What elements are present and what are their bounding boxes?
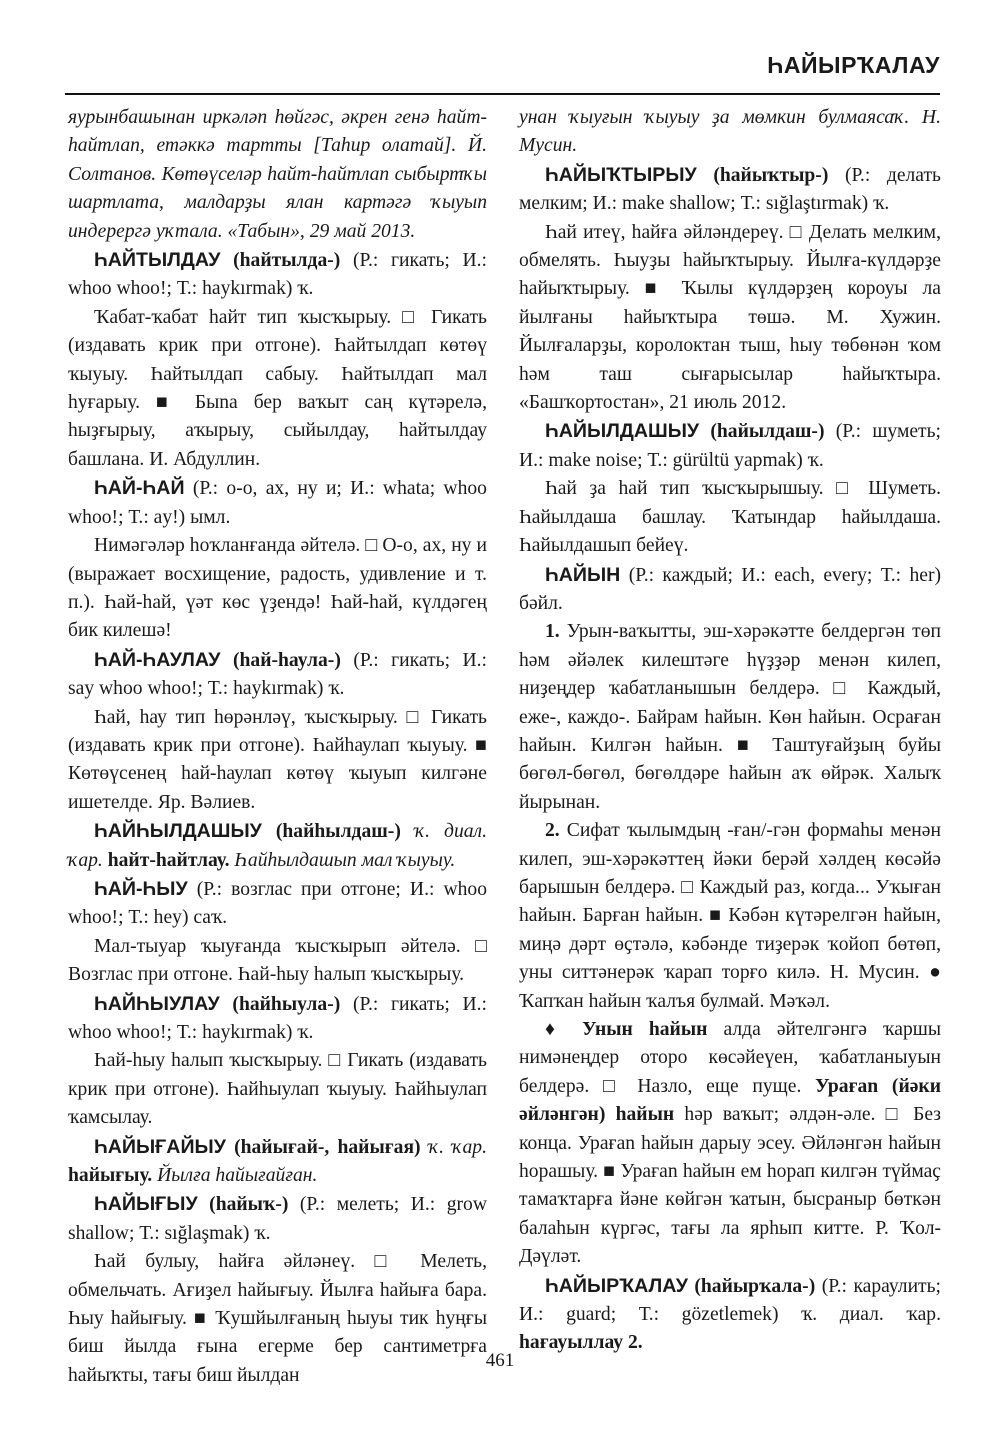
headword-form: (һайыҡтыр-) — [713, 164, 829, 186]
entry-haihyulau — [68, 990, 487, 1048]
headword-form: (һайығай-, һайығая) — [234, 1136, 421, 1158]
sense-1 — [519, 618, 941, 817]
definition-text: Һай ҙа һай тип ҡысҡырышыу. □ Шуметь. Һайылдаша башлау. Ҡатындар һайылдаша. Һайылдашып бейеү. — [519, 478, 941, 557]
translations: (Р.: гикать; И.: whoo whoo!; Т.: haykırmak) ҡ. — [68, 993, 488, 1043]
phrase-definition: һәр ваҡыт; әлдән-әле. □ Без конца. Урағаn һайын дарыу эсеу. Әйләнгән һайын һорашыу. ■ Урағаn һайын ем һорап килгән түймаҫ тамаҡтарға йәне көйгән ҡатын, бысраныp бөткән балаһын күргәс, тағы ла ярһып китте. Р. Ҡол-Дәүләт. — [519, 1104, 941, 1268]
entry-haiygyu — [68, 1190, 487, 1248]
translations: (Р.: возглас при отгоне; И.: whoo whoo!; Т.: hey) саҡ. — [68, 878, 487, 929]
entry-haiyktyryu — [519, 161, 941, 219]
headword-form: (һайыҡ-) — [209, 1194, 289, 1216]
headword: ҺАЙ-ҺАЙ — [94, 477, 185, 500]
headword: ҺАЙЫН — [545, 563, 621, 586]
sense-number: 2. — [545, 820, 560, 842]
entry-hai-hai — [68, 474, 487, 532]
running-head: ҺАЙЫРҠАЛАУ — [767, 52, 940, 78]
definition — [68, 532, 487, 646]
left-column — [68, 104, 487, 1390]
headword: ҺАЙЫҒАЙЫУ — [94, 1135, 226, 1158]
page-number: 461 — [485, 1350, 515, 1371]
cross-reference: һайығыу. — [68, 1165, 153, 1187]
headword: ҺАЙЫҒЫУ — [94, 1193, 198, 1216]
headword-form: (һайһыула-) — [232, 993, 341, 1015]
entry-text: яурынбашынан иркәләп һөйгәс, әкрен генә һайт-һайтлап, етәккә тартты [Таһир олатай]. Й. Солтанов. Көтөүселәр һайт-һайтлап сыбыртҡы шартлата, малдарҙы ялан картәгә ҡыуып индерергә уҡтала. «Табын», 29 май 2013. — [68, 107, 487, 242]
headword: ҺАЙ-ҺЫУ — [94, 877, 188, 900]
definition-text: Ҡабат-ҡабат һайт тип ҡысҡырыу. □ Гикать (издавать крик при отгоне). Һайтылдап көтөү ҡыуыу. Һайтылдап сабыу. Һайтылдап мал һуғарыу. ■ Быna бер ваҡыт саң күтәрелә, һыҙғырыу, аҡырыу, сыйылдау, һайтылдау башлана. И. Абдуллин. — [68, 306, 487, 470]
headword: ҺАЙЫҠТЫРЫУ — [545, 163, 697, 186]
definition-text: Нимәгәләр һоҡланғанда әйтелә. □ О-о, ах, ну и (выражает восхищение, радость, удивление и т. п.). Һай-һай, үәт көс үҙендә! Һай-һай, күлдәгең бик килешә! — [68, 535, 487, 642]
sense-number: 1. — [545, 621, 560, 643]
headword-form: (һайырҡала-) — [694, 1275, 816, 1297]
phraseology — [519, 1016, 941, 1272]
definition-text: Һай итеү, һайға әйләндереү. □ Делать мелким, обмелять. Һыуҙы һайыҡтырыу. Йылға-күлдәрҙе һайыҡтырыу. ■ Ҡылы күлдәрҙең короуы ла йылғаны һайыҡтыра төшә. М. Хужин. Йылғаларҙы, королоктан тыш, һыу төбөнән ҡом һәм таш сығарысылар һайыҡтыра. «Башҡортостан», 21 июль 2012. — [519, 221, 941, 414]
headword-form: (һайһылдаш-) — [275, 821, 401, 843]
entry-text: унан ҡыуғын ҡыуыу ҙа мөмкин булмаясаҡ. Н. Мусин. — [519, 107, 941, 157]
definition — [519, 219, 941, 418]
headword-form: (һай-һаула-) — [232, 649, 341, 671]
translations: (Р.: караулить; И.: guard; Т.: gözetlemek) ҡ. диал. ҡар. — [519, 1275, 942, 1326]
phrase: Урағаn (йәки әйләнгән) һайын — [519, 1075, 942, 1126]
definition-text: Һай булыу, һайға әйләнеү. □ Мелеть, обмельчать. Ағиҙел һайығыу. Йылға һайыға бара. Һыу һайығыу. ■ Ҡушйылғаның һыуы тик һуңғы биш йылда ғына егерме бер сантиметрға һайыҡты, тағы биш йылдан — [68, 1251, 487, 1386]
translations: (Р.: гикать; И.: say whoo whoo!; Т.: haykırmak) ҡ. — [68, 649, 487, 700]
definition — [519, 475, 941, 560]
entry-continuation — [68, 104, 487, 246]
headword-form: (һайтылда-) — [233, 250, 341, 272]
translations: (Р.: каждый; И.: each, every; Т.: her) бәйл. — [519, 564, 941, 614]
grammar-label: ҡ. диал. ҡар. — [68, 821, 487, 871]
definition-text: Мал-тыуар ҡыуғанда ҡысҡырып әйтелә. □ Возглас при отгоне. Һай-һыу һалып ҡысҡырыу. — [68, 935, 487, 986]
entry-hai-haulau — [68, 646, 487, 704]
cross-reference: һағауыллау 2. — [519, 1332, 643, 1354]
entry-haiygaiyu — [68, 1133, 487, 1191]
sense-text: Сифат ҡылымдың -ған/-гән формаһы менән килеп, эш-хәрәкәттең йәки берәй хәлдең көсәйә барышын белдерә. □ Каждый раз, когда... Уҡыған һайын. Барған һайын. ■ Кәбән күтәрелгән һайын, миңә дәрт өҫтәлә, кәбәнде тиҙерәк ҡойоп бөтөп, уны ситтәнерәк ҡарап торғо килә. Н. Мусин. ● Ҡапҡан һайын ҡалъя булмай. Мәҡәл. — [519, 820, 941, 1012]
entry-haiyn — [519, 561, 941, 619]
definition-text: Һай-һыу һалып ҡысҡырыу. □ Гикать (издавать крик при отгоне). Һайһыулап ҡыуыу. Һайһыулап ҡамсылау. — [68, 1050, 487, 1129]
entry-haihyldashyu — [68, 817, 487, 875]
headword: ҺАЙТЫЛДАУ — [94, 249, 221, 272]
headword: ҺАЙҺЫЛДАШЫУ — [94, 820, 262, 843]
entry-haitylday — [68, 246, 487, 304]
headword: ҺАЙЫРҠАЛАУ — [545, 1274, 688, 1297]
headword: ҺАЙҺЫУЛАУ — [94, 992, 220, 1015]
translations: (Р.: шуметь; И.: make noise; Т.: gürültü yapmak) ҡ. — [519, 421, 941, 471]
cross-reference: һайт-һайтлау. — [107, 849, 230, 871]
phrase-definition: алда әйтелгәнгә ҡаршы нимәнеңдер отоpo көсәйеүен, ҡабатланыуын белдерә. □ Назло, еще пуще. — [519, 1019, 941, 1097]
definition — [68, 933, 487, 990]
header-rule — [65, 93, 940, 95]
headword-form: (һайылдаш-) — [710, 421, 825, 443]
translations: (Р.: гикать; И.: whoo whoo!; Т.: haykırmak) ҡ. — [68, 250, 487, 300]
headword: ҺАЙ-ҺАУЛАУ — [94, 648, 221, 671]
definition — [68, 304, 487, 474]
right-column — [519, 104, 941, 1358]
sense-text: Урын-ваҡытты, эш-хәрәкәтте белдергән төп һәм әйәлек килештәге һүҙҙәр менән килеп, ниҙеңдер ҡабатланышын белдерә. □ Каждый, еже-, каждо-. Байрам һайын. Көн һайын. Осраған һайын. Килгән һайын. ■ Таштуғайҙың буйы бөгөл-бөгөл, бөгөлдәре һайын аҡ өйрәк. Халыҡ йырынан. — [519, 621, 941, 813]
entry-hai-hyu — [68, 875, 487, 933]
translations: (Р.: делать мелким; И.: make shallow; Т.: sığlaştırmak) ҡ. — [519, 164, 941, 215]
translations: (Р.: о-о, ах, ну и; И.: whata; whoo whoo!; Т.: ay!) ымл. — [68, 478, 487, 528]
sense-2 — [519, 817, 941, 1016]
example: Һайһылдашып мал ҡыуыу. — [234, 849, 456, 871]
entry-continuation — [519, 104, 941, 161]
grammar-label: ҡ. ҡар. — [428, 1136, 487, 1158]
headword: ҺАЙЫЛДАШЫУ — [545, 420, 700, 443]
definition — [68, 1047, 487, 1132]
example: Йылға һайығайған. — [157, 1165, 318, 1187]
entry-haiyldashyu — [519, 417, 941, 475]
phrase: ♦ Унын һайын — [545, 1019, 708, 1040]
entry-haiyrkalau — [519, 1272, 941, 1358]
definition — [68, 704, 487, 818]
definition-text: Һай, һау тип һөрәнләү, ҡысҡырыу. □ Гикать (издавать крик при отгоне). Һайһаулап ҡыуыу. ■ Көтөүсенең һай-һаулап көтөү ҡыуып килгәне ишетелде. Яр. Вәлиев. — [68, 706, 487, 813]
translations: (Р.: мелеть; И.: grow shallow; Т.: sığlaşmak) ҡ. — [68, 1194, 487, 1244]
